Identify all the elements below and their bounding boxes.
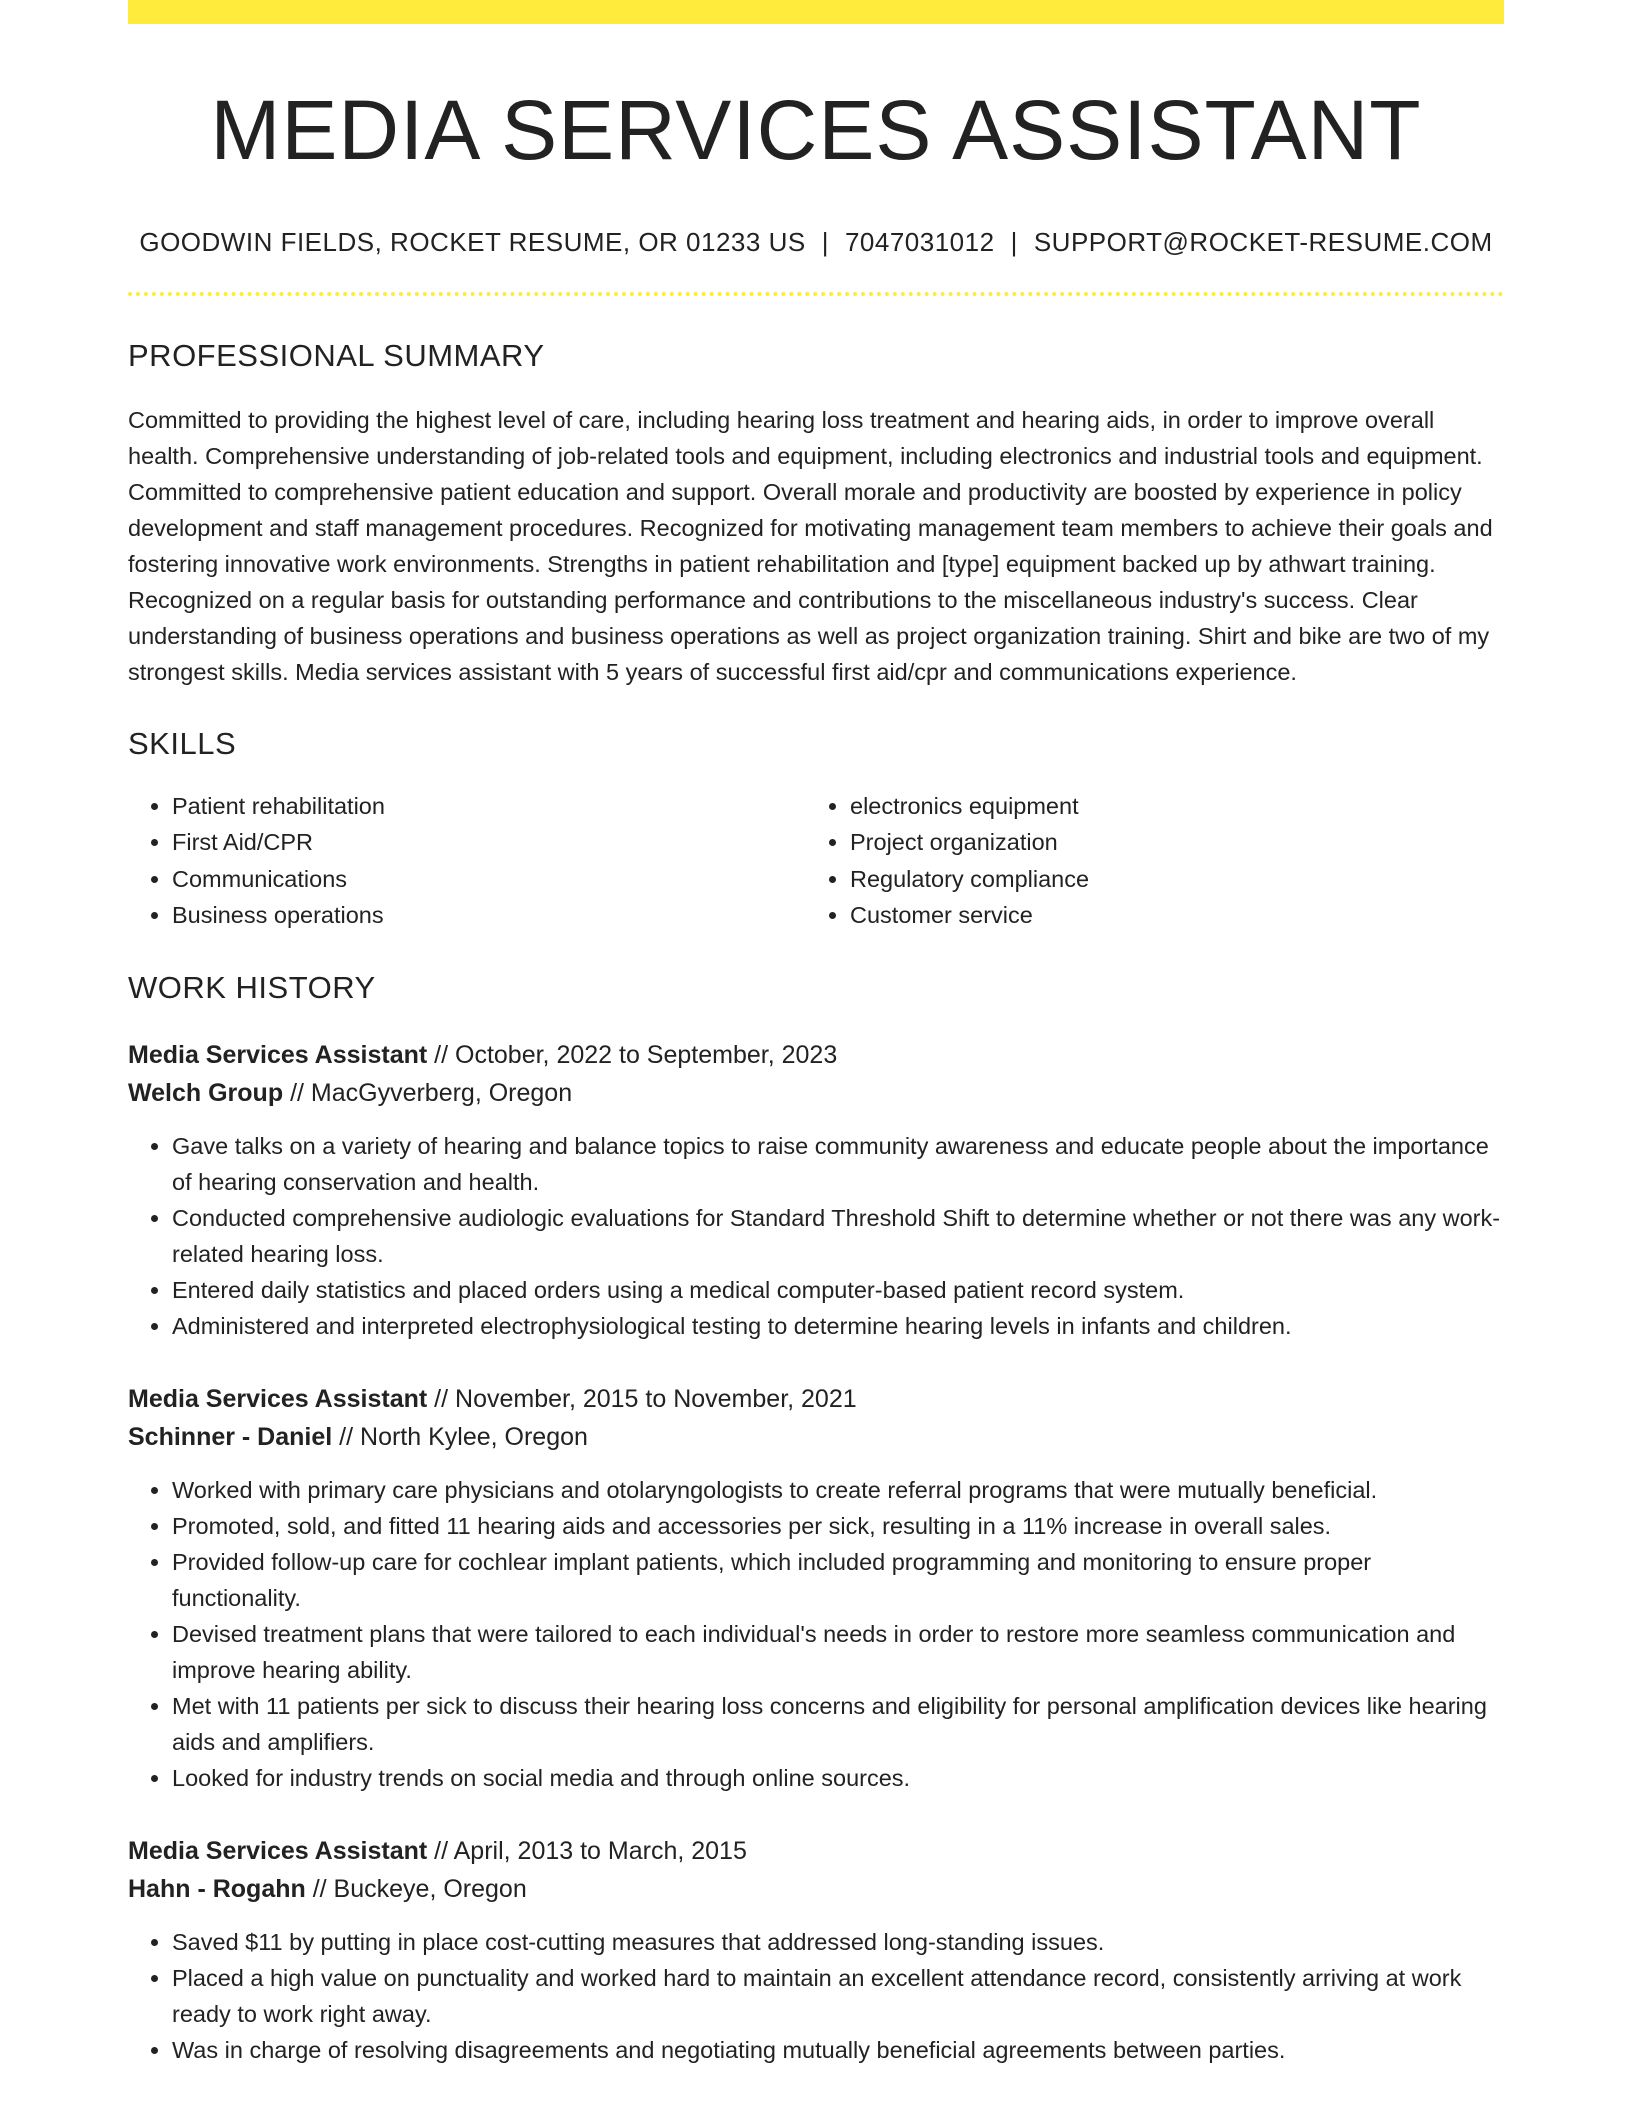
job-bullet: • Conducted comprehensive audiologic evaluations for Standard Threshold Shift to determine whether or not there was any work-related hearing loss.: [172, 1200, 1504, 1272]
skills-section: [128, 726, 1504, 934]
skill-item: • Regulatory compliance: [850, 861, 1484, 898]
job-entry: [128, 1036, 1504, 1344]
job-bullet: • Met with 11 patients per sick to discuss their hearing loss concerns and eligibility for personal amplification devices like hearing aids and amplifiers.: [172, 1688, 1504, 1760]
contact-line: [128, 227, 1504, 258]
skill-item: • Patient rehabilitation: [172, 788, 806, 825]
contact-separator: |: [1010, 226, 1018, 257]
job-bullet: • Worked with primary care physicians and otolaryngologists to create referral programs that were mutually beneficial.: [172, 1472, 1504, 1508]
job-bullet: • Administered and interpreted electrophysiological testing to determine hearing levels in infants and children.: [172, 1308, 1504, 1344]
summary-text: Committed to providing the highest level of care, including hearing loss treatment and hearing aids, in order to improve overall health. Comprehensive understanding of job-related tools and equipment, including electronics and industrial tools and equipment. Committed to comprehensive patient education and support. Overall morale and productivity are boosted by experience in policy development and staff management procedures. Recognized for motivating management team members to achieve their goals and fostering innovative work environments. Strengths in patient rehabilitation and [type] equipment backed up by athwart training. Recognized on a regular basis for outstanding performance and contributions to the miscellaneous industry's success. Clear understanding of business operations and business operations as well as project organization training. Shirt and bike are two of my strongest skills. Media services assistant with 5 years of successful first aid/cpr and communications experience.: [128, 406, 1493, 685]
job-company-line: [128, 1074, 1504, 1112]
skill-item: • Business operations: [172, 897, 806, 934]
job-role-line: [128, 1036, 1504, 1074]
job-role-line: [128, 1832, 1504, 1870]
resume-title: MEDIA SERVICES ASSISTANT: [210, 83, 1422, 177]
job-dates: // April, 2013 to March, 2015: [434, 1836, 747, 1865]
top-accent-bar: [128, 0, 1504, 24]
resume-page: [128, 0, 1504, 2068]
job-location: // MacGyverberg, Oregon: [290, 1078, 573, 1107]
skills-left-column: [128, 788, 806, 934]
job-company: Welch Group: [128, 1078, 284, 1107]
job-entry: [128, 1380, 1504, 1796]
job-role-line: [128, 1380, 1504, 1418]
work-history-heading: WORK HISTORY: [128, 969, 376, 1005]
job-bullet: • Provided follow-up care for cochlear implant patients, which included programming and monitoring to ensure proper functionality.: [172, 1544, 1504, 1616]
contact-phone: 7047031012: [844, 226, 995, 257]
summary-section: [128, 338, 1504, 690]
job-company-line: [128, 1870, 1504, 1908]
skill-item: • First Aid/CPR: [172, 824, 806, 861]
contact-address: GOODWIN FIELDS, ROCKET RESUME, OR 01233 US: [139, 226, 806, 257]
job-location: // North Kylee, Oregon: [339, 1422, 588, 1451]
job-bullet: • Was in charge of resolving disagreements and negotiating mutually beneficial agreements between parties.: [172, 2032, 1504, 2068]
skills-heading: SKILLS: [128, 725, 237, 761]
job-bullet: • Looked for industry trends on social media and through online sources.: [172, 1760, 1504, 1796]
skills-right-column: [806, 788, 1484, 934]
job-bullets: [128, 1128, 1504, 1344]
job-bullet: • Placed a high value on punctuality and worked hard to maintain an excellent attendance record, consistently arriving at work ready to work right away.: [172, 1960, 1504, 2032]
job-dates: // October, 2022 to September, 2023: [434, 1040, 838, 1069]
summary-heading: PROFESSIONAL SUMMARY: [128, 337, 545, 373]
job-bullet: • Promoted, sold, and fitted 11 hearing aids and accessories per sick, resulting in a 11% increase in overall sales.: [172, 1508, 1504, 1544]
job-role: Media Services Assistant: [128, 1836, 428, 1865]
job-entry: [128, 1832, 1504, 2068]
skill-item: • Project organization: [850, 824, 1484, 861]
job-company: Hahn - Rogahn: [128, 1874, 306, 1903]
job-role: Media Services Assistant: [128, 1384, 428, 1413]
job-dates: // November, 2015 to November, 2021: [434, 1384, 857, 1413]
job-company-line: [128, 1418, 1504, 1456]
job-bullets: [128, 1924, 1504, 2068]
job-location: // Buckeye, Oregon: [312, 1874, 527, 1903]
job-bullet: • Entered daily statistics and placed orders using a medical computer-based patient record system.: [172, 1272, 1504, 1308]
job-bullet: • Saved $11 by putting in place cost-cutting measures that addressed long-standing issues.: [172, 1924, 1504, 1960]
skill-item: • Communications: [172, 861, 806, 898]
job-bullet: • Devised treatment plans that were tailored to each individual's needs in order to restore more seamless communication and improve hearing ability.: [172, 1616, 1504, 1688]
skill-item: • Customer service: [850, 897, 1484, 934]
dotted-divider: [128, 292, 1504, 296]
job-role: Media Services Assistant: [128, 1040, 428, 1069]
work-history-section: [128, 970, 1504, 2068]
contact-separator: |: [821, 226, 829, 257]
job-bullet: • Gave talks on a variety of hearing and balance topics to raise community awareness and educate people about the importance of hearing conservation and health.: [172, 1128, 1504, 1200]
skills-grid: [128, 788, 1504, 934]
contact-email: SUPPORT@ROCKET-RESUME.COM: [1033, 226, 1493, 257]
skill-item: • electronics equipment: [850, 788, 1484, 825]
job-bullets: [128, 1472, 1504, 1796]
job-company: Schinner - Daniel: [128, 1422, 333, 1451]
